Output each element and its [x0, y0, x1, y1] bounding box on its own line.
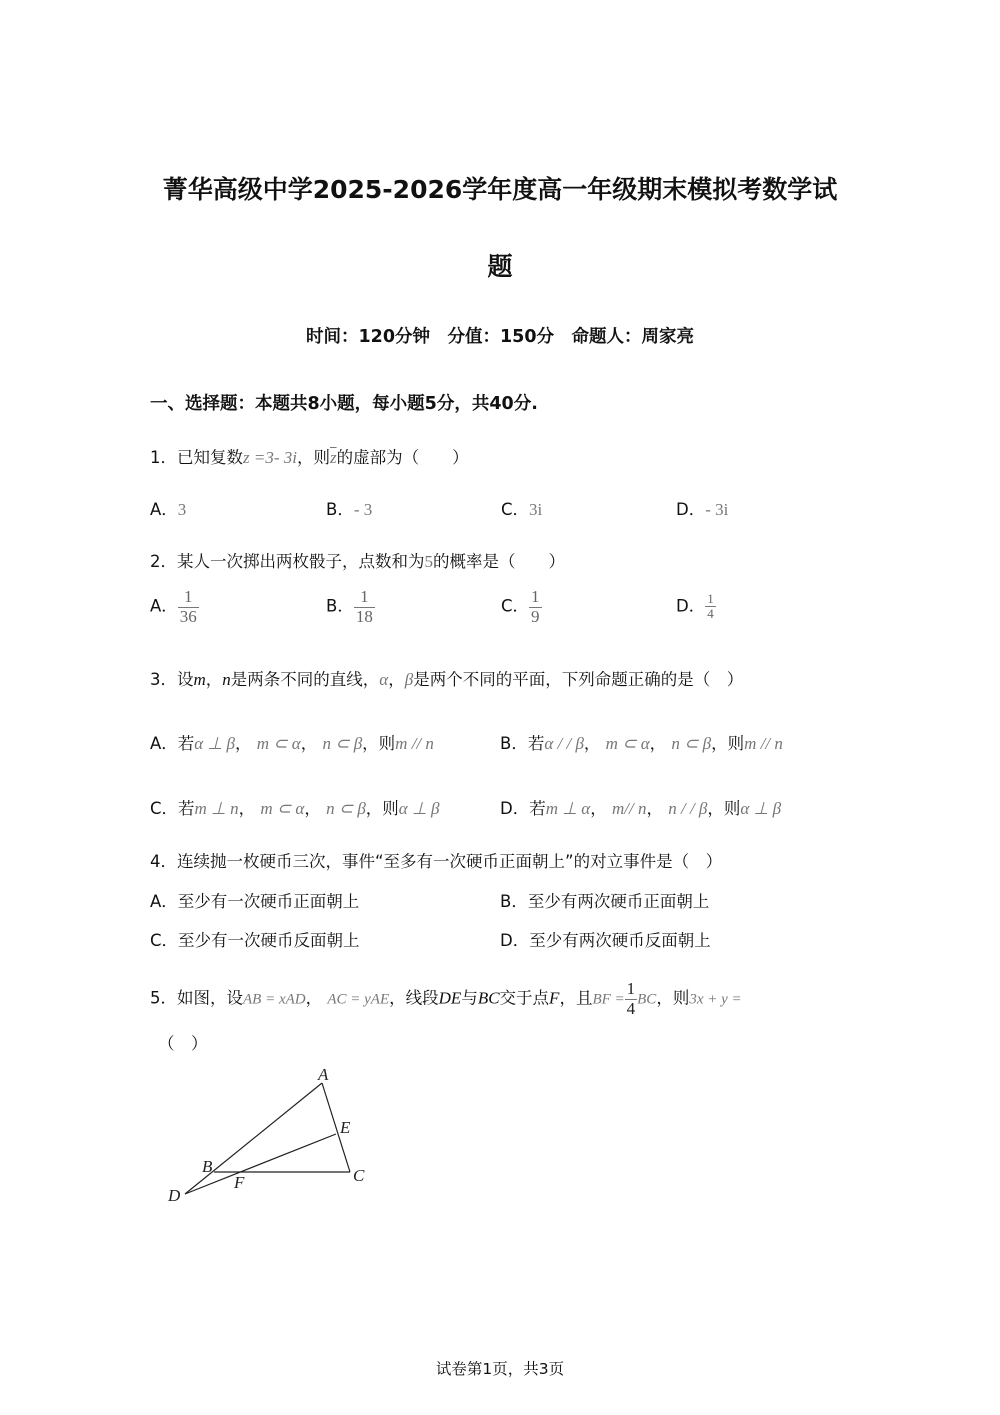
comma: ，: [646, 799, 663, 818]
q2-option-a: [150, 588, 199, 626]
question-2: [150, 548, 565, 572]
denominator: 9: [531, 606, 540, 626]
q5-vector-eq-2: AC = yAE: [327, 991, 390, 1008]
question-4: 4．连续抛一枚硬币三次，事件“至多有一次硬币正面朝上”的对立事件是（ ）: [150, 852, 723, 871]
numerator: 1: [531, 587, 540, 606]
label-a: A: [318, 1065, 329, 1084]
segment-de: DE: [438, 988, 462, 1008]
comma: ，: [388, 670, 405, 689]
q5-expression: 3x + y =: [689, 991, 742, 1008]
q1-option-d: [676, 496, 728, 520]
q5-text-3: 与: [461, 988, 478, 1008]
comma: ，: [583, 734, 601, 753]
condition-2: m ⊂ α: [256, 734, 301, 753]
option-label: C．: [501, 596, 530, 616]
option-label: D．: [676, 596, 706, 616]
option-value: 3i: [529, 500, 543, 519]
q5-vector-bf: BF =: [592, 991, 625, 1008]
q2-text-2: 的概率是（ ）: [433, 552, 565, 571]
condition-2: m// n: [611, 799, 647, 818]
then-text: ，则: [711, 734, 745, 753]
then-text: ，则: [362, 734, 396, 753]
condition-1: m ⊥ α: [545, 799, 591, 818]
option-value: - 3i: [705, 500, 729, 519]
option-label: A．若: [150, 734, 195, 753]
comma: ，: [649, 734, 667, 753]
condition-1: m ⊥ n: [194, 799, 239, 818]
page-title-line-2: 题: [487, 252, 513, 281]
segment-bc: BC: [477, 988, 500, 1008]
q5-text-6: ，则: [656, 988, 690, 1008]
conclusion: m // n: [744, 734, 783, 753]
condition-1: α ⊥ β: [194, 734, 235, 753]
numerator: 1: [178, 588, 199, 608]
exam-info: 时间：120分钟 分值：150分 命题人：周家亮: [305, 327, 695, 347]
q5-text: 5．如图，设: [150, 988, 243, 1008]
label-f: F: [234, 1173, 245, 1192]
q3-option-d: [500, 795, 781, 819]
condition-3: n ⊂ β: [326, 799, 366, 818]
q3-text-3: 是两个不同的平面，下列命题正确的是（ ）: [413, 670, 744, 689]
fraction: [178, 588, 199, 626]
q5-text-5: ，且: [559, 988, 593, 1008]
comma: ，: [305, 988, 323, 1008]
q4-option-b: B．至少有两次硬币正面朝上: [500, 892, 710, 911]
q5-answer-paren: （ ）: [158, 1034, 208, 1053]
comma: ，: [235, 734, 252, 753]
section-heading: 一、选择题：本题共8小题，每小题5分，共40分.: [150, 394, 538, 414]
q2-text: 2．某人一次掷出两枚骰子，点数和为: [150, 552, 425, 571]
q4-option-d: D．至少有两次硬币反面朝上: [500, 931, 711, 950]
q1-text-2: ，则: [296, 448, 330, 467]
q1-conjugate: $\overline{z}$: [329, 448, 337, 467]
q1-option-b: [326, 496, 372, 520]
question-5: [150, 980, 742, 1018]
option-value: - 3: [353, 500, 373, 519]
option-label: D．: [676, 500, 706, 519]
option-label: B．: [326, 500, 354, 519]
fraction: [705, 592, 716, 622]
q1-text-3: 的虚部为（ ）: [336, 448, 469, 467]
denominator: 4: [707, 606, 714, 622]
option-label: A．: [150, 500, 178, 519]
denominator: 36: [179, 606, 197, 626]
condition-1: α / / β: [544, 734, 584, 753]
q3-var-n: n: [222, 670, 231, 689]
q3-option-b: [500, 730, 783, 754]
option-label: C．: [501, 500, 530, 519]
label-b: B: [202, 1157, 213, 1176]
page-title-line-1: 菁华高级中学2025-2026学年度高一年级期末模拟考数学试: [162, 175, 838, 204]
condition-2: m ⊂ α: [260, 799, 305, 818]
q1-option-c: [501, 496, 542, 520]
conclusion: α ⊥ β: [740, 799, 782, 818]
q3-var-m: m: [193, 670, 206, 689]
q2-option-b: [326, 588, 375, 626]
label-c: C: [353, 1166, 365, 1185]
fraction-one-fourth: [625, 980, 638, 1018]
q2-number: 5: [424, 552, 433, 571]
fraction: [529, 588, 542, 626]
numerator: 1: [354, 588, 375, 608]
q3-option-a: [150, 730, 434, 754]
q1-formula: z =3- 3i: [243, 448, 297, 467]
numerator: 1: [626, 979, 636, 998]
option-label: A．: [150, 596, 178, 616]
then-text: ，则: [365, 799, 399, 818]
condition-2: m ⊂ α: [605, 734, 650, 753]
question-3: [150, 666, 743, 690]
q4-option-c: C．至少有一次硬币反面朝上: [150, 931, 360, 950]
option-label: B．若: [500, 734, 545, 753]
q3-alpha: α: [379, 670, 389, 689]
q3-text-2: 是两条不同的直线，: [230, 670, 380, 689]
q1-option-a: [150, 496, 186, 520]
q2-option-c: [501, 588, 542, 626]
q4-option-a: A．至少有一次硬币正面朝上: [150, 892, 360, 911]
point-f: F: [549, 988, 560, 1008]
comma: ，: [590, 799, 607, 818]
comma: ，: [304, 799, 321, 818]
option-value: 3: [177, 500, 187, 519]
option-label: D．若: [500, 799, 546, 818]
question-1: [150, 444, 469, 468]
conclusion: m // n: [395, 734, 434, 753]
label-d: D: [168, 1186, 181, 1205]
denominator: 4: [626, 998, 636, 1018]
conclusion: α ⊥ β: [398, 799, 440, 818]
page-footer: 试卷第1页，共3页: [435, 1360, 565, 1378]
then-text: ，则: [707, 799, 741, 818]
option-label: C．若: [150, 799, 195, 818]
q3-text: 3．设: [150, 670, 194, 689]
segment-ad: [185, 1083, 322, 1194]
option-label: B．: [326, 596, 354, 616]
q5-text-2: ，线段: [389, 988, 439, 1008]
q1-text: 1．已知复数: [150, 448, 243, 467]
geometry-figure: [160, 1060, 380, 1210]
q5-vector-eq-1: AB = xAD: [243, 991, 306, 1008]
comma: ，: [205, 670, 223, 689]
condition-3: n ⊂ β: [671, 734, 712, 753]
condition-3: n ⊂ β: [322, 734, 363, 753]
comma: ，: [300, 734, 318, 753]
condition-3: n / / β: [668, 799, 708, 818]
q5-vector-bc: BC: [637, 991, 657, 1008]
q2-option-d: [676, 592, 716, 622]
label-e: E: [340, 1118, 351, 1137]
q3-option-c: [150, 795, 440, 819]
numerator: 1: [707, 591, 714, 606]
comma: ，: [238, 799, 256, 818]
q3-beta: β: [404, 670, 414, 689]
fraction: [354, 588, 375, 626]
denominator: 18: [355, 606, 373, 626]
q5-text-4: 交于点: [499, 988, 550, 1008]
